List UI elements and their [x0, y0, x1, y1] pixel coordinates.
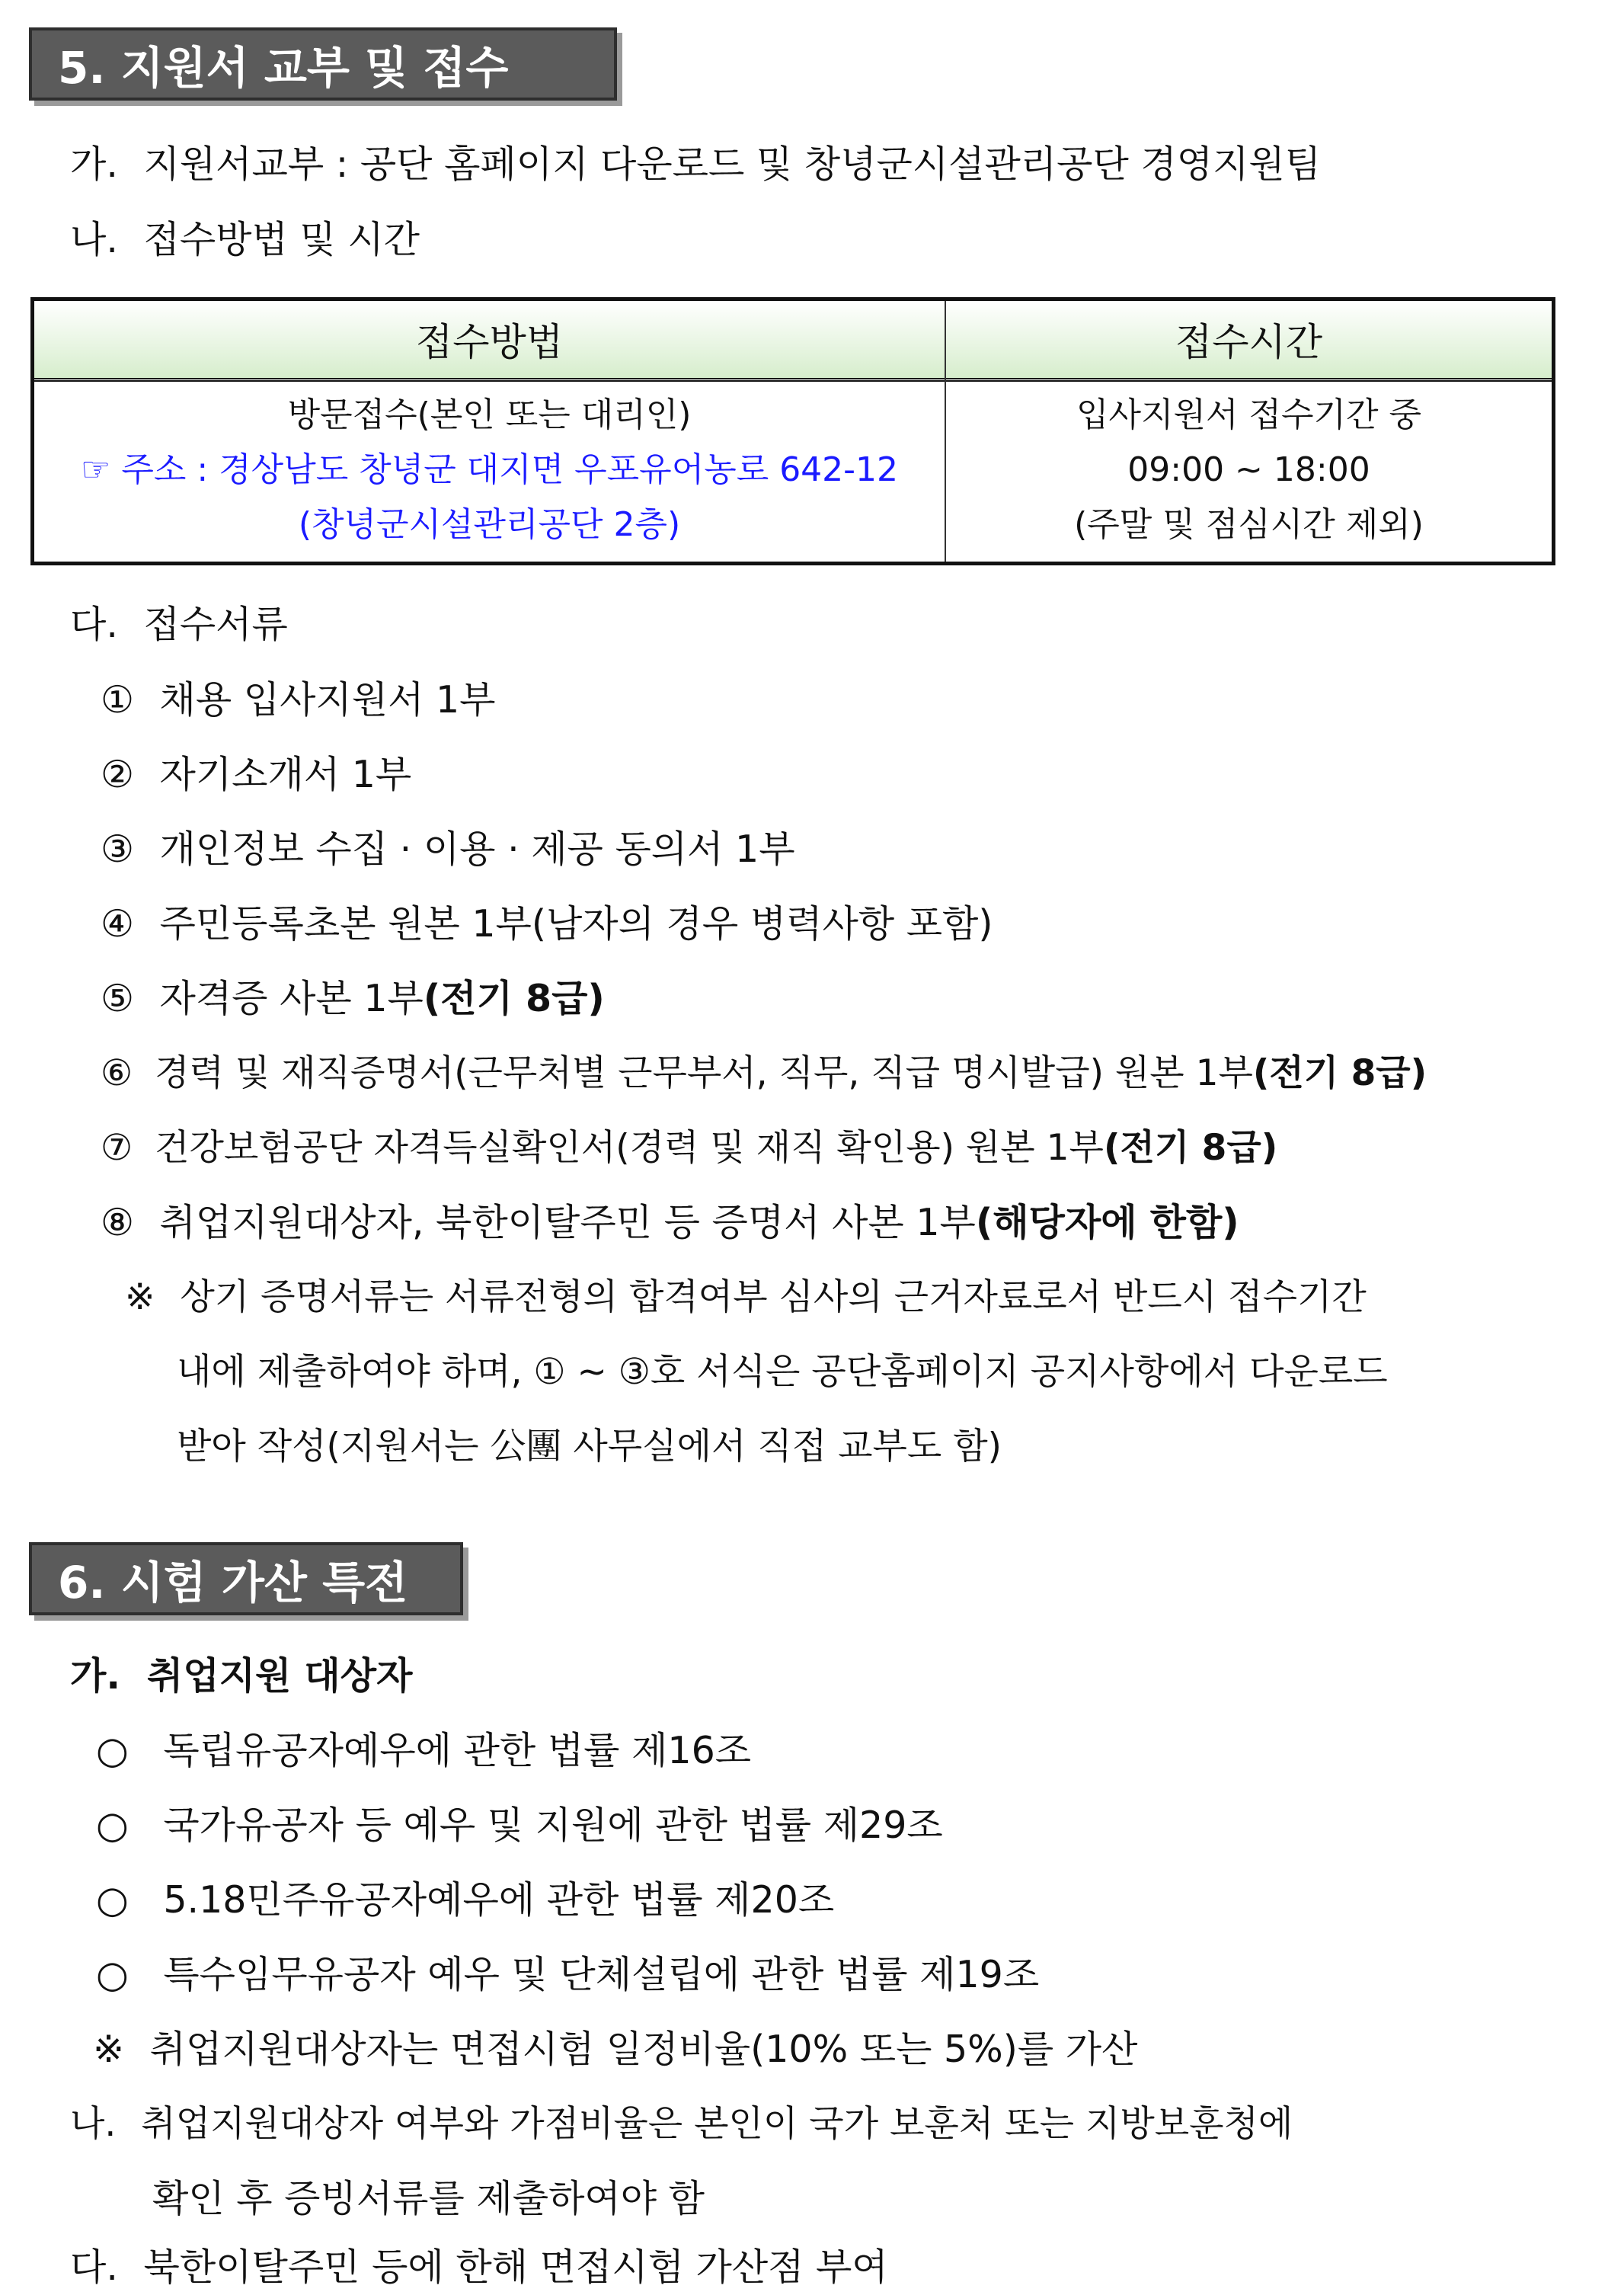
doc-item-3	[101, 827, 795, 872]
method-address-text: 주소 : 경상남도 창녕군 대지면 우포유어농로 642-12	[121, 450, 899, 489]
doc-number: ⑥	[101, 1052, 133, 1094]
law-text: 5.18민주유공자예우에 관한 법률 제20조	[163, 1878, 835, 1922]
section-6-item-na-line-1: 나. 취업지원대상자 여부와 가점비율은 본인이 국가 보훈처 또는 지방보훈청에	[70, 2103, 1293, 2145]
doc-text: 취업지원대상자, 북한이탈주민 등 증명서 사본 1부	[159, 1201, 976, 1244]
doc-bold-note: (전기 8급)	[1252, 1052, 1427, 1094]
section-5-item-ga-text: 지원서교부 : 공단 홈페이지 다운로드 및 창녕군시설관리공단 경영지원팀	[143, 142, 1322, 186]
section-6-item-na-text: 취업지원대상자 여부와 가점비율은 본인이 국가 보훈처 또는 지방보훈청에	[141, 2103, 1293, 2145]
doc-item-8	[101, 1200, 1239, 1246]
doc-text: 경력 및 재직증명서(근무처별 근무부서, 직무, 직급 명시발급) 원본 1부	[155, 1052, 1253, 1094]
doc-text: 개인정보 수집 · 이용 · 제공 동의서 1부	[159, 827, 795, 871]
doc-item-6	[101, 1051, 1427, 1096]
section-6-title	[29, 1542, 463, 1615]
reception-table	[30, 297, 1555, 565]
doc-bold-note: (전기 8급)	[1103, 1127, 1278, 1169]
section-5-item-da: 다. 접수서류	[70, 603, 288, 646]
table-header-time: 접수시간	[1175, 320, 1323, 364]
law-item-3	[96, 1877, 834, 1923]
table-cell-time	[946, 388, 1552, 562]
doc-item-2	[101, 752, 411, 798]
doc-bold-note: (전기 8급)	[423, 977, 605, 1020]
section-5-item-ga: 가. 지원서교부 : 공단 홈페이지 다운로드 및 창녕군시설관리공단 경영지원팀	[70, 142, 1322, 186]
section-6-title-text: 6. 시험 가산 특전	[58, 1557, 408, 1608]
doc-text: 주민등록초본 원본 1부(남자의 경우 병력사항 포함)	[159, 902, 993, 946]
doc-text: 자격증 사본 1부	[159, 977, 424, 1020]
doc-number: ③	[101, 827, 134, 871]
doc-item-1	[101, 677, 496, 723]
bullet-icon: ○	[96, 1729, 129, 1772]
doc-number: ⑦	[101, 1127, 133, 1169]
note-text: 상기 증명서류는 서류전형의 합격여부 심사의 근거자료로서 반드시 접수기간	[180, 1276, 1367, 1318]
law-text: 특수임무유공자 예우 및 단체설립에 관한 법률 제19조	[163, 1953, 1040, 1996]
note-mark: ※	[93, 2028, 125, 2071]
section-5-item-da-text: 접수서류	[143, 603, 288, 646]
bullet-icon: ○	[96, 1804, 129, 1847]
time-line-1: 입사지원서 접수기간 중	[1076, 395, 1421, 434]
section-5-title	[29, 27, 617, 101]
pointing-hand-icon: ☞	[80, 450, 122, 489]
section-6-item-ga-text: 취업지원 대상자	[147, 1654, 413, 1698]
doc-item-5	[101, 976, 605, 1022]
doc-number: ②	[101, 753, 134, 796]
method-line-1: 방문접수(본인 또는 대리인)	[287, 395, 692, 434]
note-text: 취업지원대상자는 면접시험 일정비율(10% 또는 5%)를 가산	[149, 2028, 1138, 2071]
section-5-item-na-text: 접수방법 및 시간	[143, 218, 420, 261]
section-6-item-na-line-2: 확인 후 증빙서류를 제출하여야 함	[152, 2177, 705, 2220]
doc-text: 채용 입사지원서 1부	[159, 678, 496, 722]
law-item-4	[96, 1952, 1039, 1998]
section-5-note-line-3: 받아 작성(지원서는 公團 사무실에서 직접 교부도 함)	[177, 1426, 1002, 1468]
law-text: 독립유공자예우에 관한 법률 제16조	[163, 1729, 752, 1772]
doc-number: ①	[101, 678, 134, 722]
method-address-line	[34, 443, 945, 498]
section-6-note	[93, 2027, 1137, 2073]
section-5-item-na: 나. 접수방법 및 시간	[70, 218, 420, 261]
table-header-method: 접수방법	[415, 320, 564, 364]
section-6-item-ga: 가. 취업지원 대상자	[70, 1654, 413, 1698]
time-line-3: (주말 및 점심시간 제외)	[1074, 505, 1424, 544]
doc-number: ④	[101, 902, 134, 946]
bullet-icon: ○	[96, 1953, 129, 1996]
section-6-item-da: 다. 북한이탈주민 등에 한해 면접시험 가산점 부여	[70, 2245, 888, 2289]
law-item-2	[96, 1803, 943, 1848]
doc-number: ⑤	[101, 977, 134, 1020]
bullet-icon: ○	[96, 1878, 129, 1922]
doc-bold-note: (해당자에 한함)	[975, 1201, 1239, 1244]
law-text: 국가유공자 등 예우 및 지원에 관한 법률 제29조	[163, 1804, 943, 1847]
doc-number: ⑧	[101, 1201, 134, 1244]
note-mark: ※	[125, 1276, 155, 1318]
section-6-item-da-text: 북한이탈주민 등에 한해 면접시험 가산점 부여	[143, 2245, 888, 2289]
law-item-1	[96, 1728, 751, 1774]
doc-item-7	[101, 1125, 1277, 1171]
method-line-3: (창녕군시설관리공단 2층)	[298, 505, 681, 544]
section-5-note-line-1	[125, 1275, 1367, 1320]
time-line-2: 09:00 ~ 18:00	[1127, 450, 1370, 489]
doc-text: 건강보험공단 자격득실확인서(경력 및 재직 확인용) 원본 1부	[155, 1127, 1104, 1169]
doc-text: 자기소개서 1부	[159, 753, 412, 796]
table-cell-method	[34, 388, 945, 562]
section-5-note-line-2: 내에 제출하여야 하며, ① ~ ③호 서식은 공단홈페이지 공지사항에서 다운로드	[177, 1351, 1388, 1393]
section-5-title-text: 5. 지원서 교부 및 접수	[58, 42, 509, 94]
doc-item-4	[101, 901, 993, 947]
